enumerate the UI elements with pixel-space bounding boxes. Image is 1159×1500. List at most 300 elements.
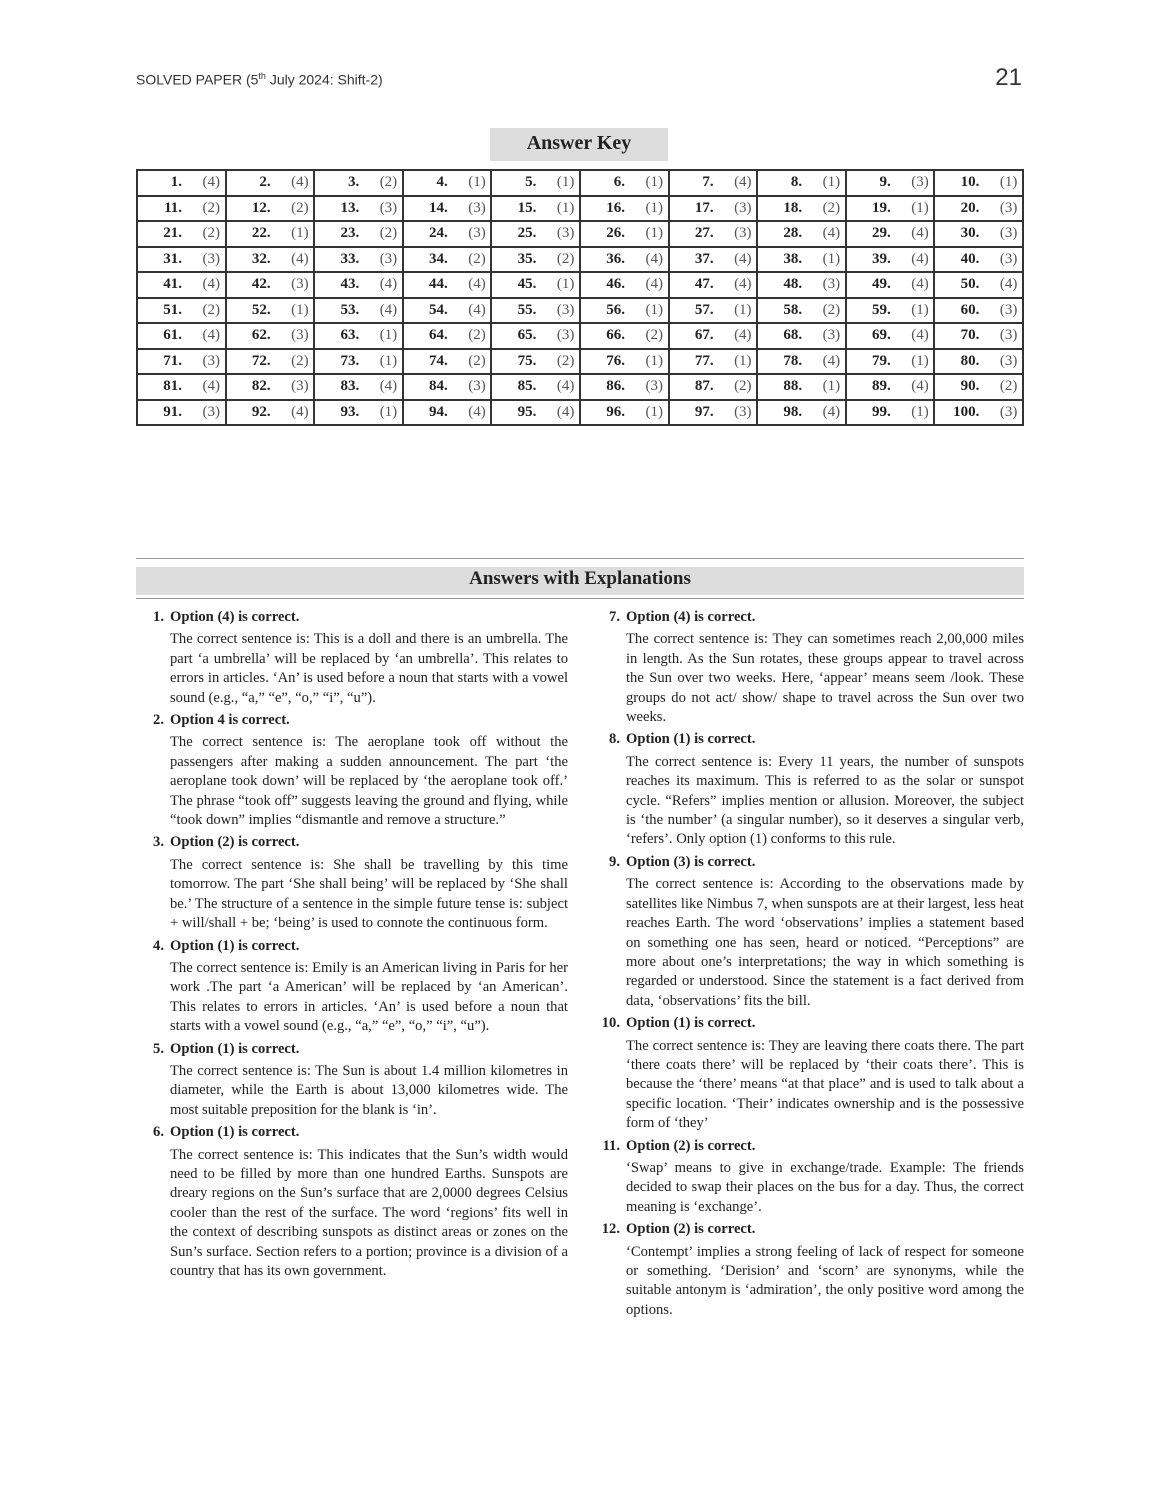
answer-option: (1) bbox=[291, 301, 309, 318]
answer-option: (2) bbox=[556, 250, 575, 267]
answer-option: (4) bbox=[202, 174, 220, 191]
item-number: 3. bbox=[153, 834, 164, 851]
question-number: 53. bbox=[340, 301, 360, 318]
answer-cell bbox=[226, 323, 315, 349]
answer-cell bbox=[934, 247, 1023, 273]
answer-option: (1) bbox=[999, 174, 1018, 191]
answer-cell bbox=[580, 374, 669, 400]
question-number: 6. bbox=[613, 174, 625, 191]
answer-option: (1) bbox=[468, 174, 486, 191]
item-number: 6. bbox=[153, 1124, 164, 1141]
answer-row bbox=[137, 323, 1023, 349]
question-number: 64. bbox=[429, 327, 448, 344]
answer-cell bbox=[491, 196, 580, 222]
answer-option: (1) bbox=[645, 225, 663, 242]
answer-cell bbox=[403, 349, 492, 375]
answer-cell bbox=[137, 349, 226, 375]
item-number: 9. bbox=[609, 853, 620, 870]
question-number: 57. bbox=[694, 301, 714, 318]
answer-cell bbox=[669, 323, 758, 349]
answer-cell bbox=[934, 170, 1023, 196]
item-body: The correct sentence is: The aeroplane took off without the passengers after making a sudden announcement. The part ‘the aeroplane took down’ will be replaced by ‘the aeroplane took off.’ The phrase “took off” suggests leaving the ground and flying, while “took down” implies “dismantle and remove a structure.” bbox=[170, 734, 568, 829]
answer-row bbox=[137, 272, 1023, 298]
answer-cell bbox=[846, 400, 935, 426]
answer-option: (1) bbox=[645, 403, 663, 420]
answer-cell bbox=[403, 170, 492, 196]
question-number: 24. bbox=[429, 225, 448, 242]
answer-option: (4) bbox=[911, 276, 929, 293]
question-number: 28. bbox=[783, 225, 803, 242]
question-number: 19. bbox=[872, 199, 891, 216]
explanation-item bbox=[136, 937, 568, 1037]
answer-cell bbox=[757, 374, 846, 400]
question-number: 68. bbox=[783, 327, 803, 344]
answer-cell bbox=[314, 323, 403, 349]
answer-cell bbox=[757, 221, 846, 247]
answer-cell bbox=[934, 298, 1023, 324]
answer-option: (1) bbox=[291, 225, 309, 242]
answer-cell bbox=[137, 298, 226, 324]
answer-cell bbox=[846, 247, 935, 273]
answer-cell bbox=[314, 170, 403, 196]
answer-option: (4) bbox=[379, 276, 398, 293]
item-body: The correct sentence is: This is a doll and there is an umbrella. The part ‘a umbrella’ will be replaced by ‘an umbrella’. This relates to errors in articles. ‘An’ is used before a noun that starts with a vowel sound (e.g., “a,” “e”, “o,” “i”, “u”). bbox=[170, 631, 568, 706]
item-number: 12. bbox=[601, 1221, 620, 1238]
answer-cell bbox=[669, 272, 758, 298]
question-number: 87. bbox=[694, 378, 714, 395]
answer-option: (3) bbox=[379, 199, 398, 216]
answer-cell bbox=[757, 196, 846, 222]
answer-option: (2) bbox=[379, 225, 398, 242]
item-body: The correct sentence is: She shall be travelling by this time tomorrow. The part ‘She shall being’ will be replaced by ‘She shall be.’ The structure of a sentence in the simple future tense is: subject + will/shall + be; ‘being’ is used to connote the continuous form. bbox=[170, 856, 568, 932]
answer-cell bbox=[580, 170, 669, 196]
answer-cell bbox=[226, 374, 315, 400]
question-number: 49. bbox=[872, 276, 891, 293]
answer-option: (3) bbox=[468, 199, 486, 216]
question-number: 12. bbox=[251, 199, 271, 216]
answer-cell bbox=[580, 221, 669, 247]
answer-option: (4) bbox=[911, 378, 929, 395]
answer-cell bbox=[137, 323, 226, 349]
answer-option: (2) bbox=[291, 352, 309, 369]
item-body: The correct sentence is: According to the observations made by satellites like Nimbus 7, when sunspots are at their largest, less heat reaches Earth. The word ‘observations’ implies a statement based on something one has seen, heard or noticed. “Perceptions” are more about one’s interpretations; the way in which something is regarded or understood. Since the statement is a fact derived from data, ‘observations’ fits the bill. bbox=[626, 876, 1024, 1009]
item-heading: Option (2) is correct. bbox=[626, 1137, 756, 1154]
answer-option: (2) bbox=[822, 199, 841, 216]
question-number: 8. bbox=[790, 174, 803, 191]
answer-option: (3) bbox=[379, 250, 398, 267]
question-number: 38. bbox=[783, 250, 803, 267]
answer-cell bbox=[669, 221, 758, 247]
answer-cell bbox=[314, 349, 403, 375]
answer-option: (2) bbox=[556, 352, 575, 369]
question-number: 21. bbox=[163, 225, 182, 242]
answer-row bbox=[137, 374, 1023, 400]
question-number: 92. bbox=[251, 403, 271, 420]
answer-cell bbox=[314, 374, 403, 400]
answer-option: (3) bbox=[291, 327, 309, 344]
explanation-item bbox=[592, 853, 1024, 1011]
answer-option: (3) bbox=[999, 250, 1018, 267]
question-number: 22. bbox=[251, 225, 271, 242]
explanation-item bbox=[592, 1137, 1024, 1218]
question-number: 47. bbox=[694, 276, 714, 293]
answer-cell bbox=[226, 221, 315, 247]
question-number: 43. bbox=[340, 276, 360, 293]
explanation-item bbox=[136, 608, 568, 708]
running-header bbox=[136, 71, 383, 88]
item-body: The correct sentence is: Every 11 years, the number of sunspots reaches its maximum. This is referred to as the solar or sunspot cycle. “Refers” implies mention or allusion. Moreover, the subject is ‘the number’ (a singular number), so it deserves a singular verb, ‘refers’. Only option (1) conforms to this rule. bbox=[626, 753, 1024, 848]
answer-option: (1) bbox=[556, 276, 575, 293]
answer-option: (1) bbox=[911, 199, 929, 216]
answer-option: (4) bbox=[202, 378, 220, 395]
answer-cell bbox=[669, 298, 758, 324]
item-heading: Option (4) is correct. bbox=[626, 609, 756, 625]
question-number: 82. bbox=[251, 378, 271, 395]
answer-row bbox=[137, 298, 1023, 324]
answer-cell bbox=[934, 323, 1023, 349]
answer-cell bbox=[226, 349, 315, 375]
item-body: ‘Swap’ means to give in exchange/trade. Example: The friends decided to swap their places on the bus for a day. Thus, the correct meaning is ‘exchange’. bbox=[626, 1159, 1024, 1215]
item-number: 5. bbox=[153, 1040, 164, 1057]
question-number: 33. bbox=[340, 250, 360, 267]
answer-option: (4) bbox=[734, 250, 752, 267]
question-number: 16. bbox=[606, 199, 625, 216]
answer-option: (2) bbox=[999, 378, 1018, 395]
answer-option: (3) bbox=[202, 352, 220, 369]
item-body: The correct sentence is: Emily is an American living in Paris for her work .The part ‘a American’ will be replaced by ‘an American’. This relates to errors in articles. ‘An’ is used before a noun that starts with a vowel sound (e.g., “a,” “e”, “o,” “i”, “u”). bbox=[170, 959, 568, 1035]
question-number: 9. bbox=[879, 174, 891, 191]
answer-cell bbox=[314, 400, 403, 426]
divider bbox=[136, 558, 1024, 559]
question-number: 42. bbox=[251, 276, 271, 293]
answer-cell bbox=[226, 196, 315, 222]
question-number: 27. bbox=[694, 225, 714, 242]
answer-cell bbox=[757, 272, 846, 298]
answer-option: (3) bbox=[999, 225, 1018, 242]
answer-cell bbox=[934, 221, 1023, 247]
item-number: 8. bbox=[609, 731, 620, 748]
question-number: 48. bbox=[783, 276, 803, 293]
answer-cell bbox=[757, 349, 846, 375]
answer-row bbox=[137, 221, 1023, 247]
question-number: 69. bbox=[872, 327, 891, 344]
answer-option: (1) bbox=[556, 174, 575, 191]
answer-option: (3) bbox=[999, 301, 1018, 318]
question-number: 30. bbox=[960, 225, 980, 242]
question-number: 81. bbox=[163, 378, 182, 395]
answer-option: (4) bbox=[822, 352, 841, 369]
question-number: 35. bbox=[517, 250, 537, 267]
question-number: 88. bbox=[783, 378, 803, 395]
question-number: 58. bbox=[783, 301, 803, 318]
question-number: 13. bbox=[340, 199, 360, 216]
question-number: 85. bbox=[517, 378, 537, 395]
explanation-item bbox=[136, 711, 568, 830]
answer-option: (1) bbox=[911, 352, 929, 369]
question-number: 23. bbox=[340, 225, 360, 242]
answer-option: (1) bbox=[645, 352, 663, 369]
question-number: 37. bbox=[694, 250, 714, 267]
answer-cell bbox=[137, 400, 226, 426]
question-number: 50. bbox=[960, 276, 980, 293]
question-number: 90. bbox=[960, 378, 980, 395]
answer-cell bbox=[846, 298, 935, 324]
question-number: 65. bbox=[517, 327, 537, 344]
question-number: 3. bbox=[347, 174, 360, 191]
answer-option: (1) bbox=[645, 301, 663, 318]
answer-option: (3) bbox=[468, 225, 486, 242]
answer-option: (1) bbox=[379, 403, 398, 420]
answer-option: (3) bbox=[822, 327, 841, 344]
answer-cell bbox=[491, 349, 580, 375]
question-number: 100. bbox=[953, 403, 980, 420]
answer-cell bbox=[491, 170, 580, 196]
answer-cell bbox=[846, 170, 935, 196]
answer-row bbox=[137, 349, 1023, 375]
answer-cell bbox=[403, 221, 492, 247]
page-number: 21 bbox=[995, 64, 1022, 91]
answer-cell bbox=[226, 170, 315, 196]
question-number: 84. bbox=[429, 378, 448, 395]
answer-option: (3) bbox=[999, 403, 1018, 420]
answer-option: (3) bbox=[999, 199, 1018, 216]
question-number: 15. bbox=[517, 199, 537, 216]
answer-option: (2) bbox=[468, 327, 486, 344]
answer-cell bbox=[757, 170, 846, 196]
answer-cell bbox=[137, 196, 226, 222]
answer-cell bbox=[137, 374, 226, 400]
question-number: 77. bbox=[694, 352, 714, 369]
explanation-item bbox=[592, 608, 1024, 727]
question-number: 72. bbox=[251, 352, 271, 369]
answer-option: (3) bbox=[911, 174, 929, 191]
answer-option: (3) bbox=[202, 250, 220, 267]
answer-option: (3) bbox=[999, 327, 1018, 344]
answer-cell bbox=[314, 247, 403, 273]
answer-option: (4) bbox=[379, 378, 398, 395]
answer-option: (4) bbox=[468, 301, 486, 318]
question-number: 66. bbox=[606, 327, 625, 344]
answer-cell bbox=[580, 323, 669, 349]
answer-option: (4) bbox=[645, 250, 663, 267]
explanations-left-column bbox=[136, 608, 568, 1284]
answer-cell bbox=[846, 374, 935, 400]
question-number: 20. bbox=[960, 199, 980, 216]
answer-cell bbox=[757, 400, 846, 426]
answer-option: (4) bbox=[822, 403, 841, 420]
answer-option: (3) bbox=[556, 327, 575, 344]
answer-option: (4) bbox=[379, 301, 398, 318]
answer-option: (1) bbox=[379, 327, 398, 344]
question-number: 51. bbox=[163, 301, 182, 318]
question-number: 39. bbox=[872, 250, 891, 267]
answer-cell bbox=[403, 374, 492, 400]
answer-cell bbox=[669, 400, 758, 426]
question-number: 63. bbox=[340, 327, 360, 344]
question-number: 86. bbox=[606, 378, 625, 395]
answer-option: (4) bbox=[734, 276, 752, 293]
question-number: 73. bbox=[340, 352, 360, 369]
question-number: 36. bbox=[606, 250, 625, 267]
item-body: The correct sentence is: They are leaving there coats there. The part ‘there coats there’ will be replaced by ‘their coats there’. This is because the ‘there’ means “at that place” and is used to talk about a specific location. ‘Their’ indicates ownership and is the possessive form of ‘they’ bbox=[626, 1037, 1024, 1132]
answer-cell bbox=[314, 272, 403, 298]
item-heading: Option (3) is correct. bbox=[626, 853, 756, 870]
item-number: 11. bbox=[602, 1137, 620, 1154]
answer-option: (3) bbox=[556, 225, 575, 242]
answer-option: (3) bbox=[999, 352, 1018, 369]
answer-option: (1) bbox=[911, 403, 929, 420]
answer-option: (3) bbox=[468, 378, 486, 395]
answer-cell bbox=[846, 272, 935, 298]
question-number: 40. bbox=[960, 250, 980, 267]
answer-cell bbox=[403, 400, 492, 426]
answer-cell bbox=[314, 221, 403, 247]
answer-option: (2) bbox=[645, 327, 663, 344]
answer-cell bbox=[226, 247, 315, 273]
question-number: 10. bbox=[960, 174, 980, 191]
answer-cell bbox=[669, 374, 758, 400]
answer-cell bbox=[669, 196, 758, 222]
question-number: 61. bbox=[163, 327, 182, 344]
answer-cell bbox=[491, 323, 580, 349]
answer-option: (4) bbox=[556, 378, 575, 395]
answer-option: (4) bbox=[822, 225, 841, 242]
answer-option: (3) bbox=[291, 378, 309, 395]
answer-cell bbox=[491, 247, 580, 273]
answer-cell bbox=[580, 298, 669, 324]
answer-cell bbox=[314, 298, 403, 324]
question-number: 79. bbox=[872, 352, 891, 369]
answer-option: (1) bbox=[822, 378, 841, 395]
explanation-item bbox=[136, 1123, 568, 1281]
item-body: The correct sentence is: The Sun is about 1.4 million kilometres in diameter, while the Earth is about 13,000 kilometres wide. The most suitable preposition for the blank is ‘in’. bbox=[170, 1062, 568, 1118]
explanations-right-column bbox=[592, 608, 1024, 1323]
item-heading: Option (1) is correct. bbox=[170, 1040, 300, 1057]
item-number: 1. bbox=[153, 609, 164, 625]
answer-option: (4) bbox=[556, 403, 575, 420]
question-number: 4. bbox=[436, 174, 448, 191]
answer-option: (1) bbox=[556, 199, 575, 216]
answer-cell bbox=[669, 349, 758, 375]
item-heading: Option (1) is correct. bbox=[626, 731, 756, 748]
question-number: 56. bbox=[606, 301, 625, 318]
answer-cell bbox=[314, 196, 403, 222]
header-title-end: July 2024: Shift-2) bbox=[265, 71, 383, 88]
divider bbox=[136, 598, 1024, 599]
answer-option: (2) bbox=[468, 352, 486, 369]
question-number: 75. bbox=[517, 352, 537, 369]
question-number: 14. bbox=[429, 199, 448, 216]
item-number: 4. bbox=[153, 937, 164, 954]
answer-option: (4) bbox=[911, 225, 929, 242]
answer-option: (4) bbox=[291, 174, 309, 191]
question-number: 5. bbox=[525, 174, 537, 191]
answer-option: (4) bbox=[202, 327, 220, 344]
answer-cell bbox=[934, 374, 1023, 400]
answer-cell bbox=[846, 196, 935, 222]
answer-option: (1) bbox=[911, 301, 929, 318]
question-number: 52. bbox=[251, 301, 271, 318]
answer-row bbox=[137, 247, 1023, 273]
answer-cell bbox=[491, 400, 580, 426]
answer-option: (4) bbox=[291, 250, 309, 267]
answer-option: (4) bbox=[468, 403, 486, 420]
answer-row bbox=[137, 196, 1023, 222]
question-number: 29. bbox=[872, 225, 891, 242]
item-number: 7. bbox=[609, 609, 620, 625]
item-heading: Option (1) is correct. bbox=[170, 1124, 300, 1141]
question-number: 32. bbox=[251, 250, 271, 267]
answer-cell bbox=[137, 170, 226, 196]
explanation-item bbox=[136, 1040, 568, 1121]
question-number: 31. bbox=[163, 250, 182, 267]
answer-cell bbox=[137, 272, 226, 298]
item-heading: Option (4) is correct. bbox=[170, 609, 300, 625]
answer-cell bbox=[580, 247, 669, 273]
question-number: 98. bbox=[783, 403, 803, 420]
question-number: 97. bbox=[694, 403, 714, 420]
answer-option: (3) bbox=[734, 225, 752, 242]
question-number: 60. bbox=[960, 301, 980, 318]
answer-option: (3) bbox=[734, 199, 752, 216]
answer-cell bbox=[934, 349, 1023, 375]
question-number: 83. bbox=[340, 378, 360, 395]
answer-cell bbox=[491, 272, 580, 298]
item-body: ‘Contempt’ implies a strong feeling of lack of respect for someone or something. ‘Derision’ and ‘scorn’ are synonyms, while the suitable antonym is ‘admiration’, the only positive word among the options. bbox=[626, 1243, 1024, 1318]
item-number: 2. bbox=[153, 712, 164, 729]
answer-option: (3) bbox=[645, 378, 663, 395]
answer-cell bbox=[403, 196, 492, 222]
answer-option: (4) bbox=[911, 327, 929, 344]
question-number: 80. bbox=[960, 352, 980, 369]
answer-row bbox=[137, 170, 1023, 196]
answer-cell bbox=[226, 400, 315, 426]
answer-cell bbox=[403, 323, 492, 349]
answer-cell bbox=[934, 400, 1023, 426]
answer-cell bbox=[669, 170, 758, 196]
answer-option: (1) bbox=[822, 250, 841, 267]
answer-cell bbox=[846, 221, 935, 247]
question-number: 89. bbox=[872, 378, 891, 395]
explanation-item bbox=[136, 833, 568, 933]
answer-option: (1) bbox=[645, 199, 663, 216]
question-number: 95. bbox=[517, 403, 537, 420]
answer-cell bbox=[403, 272, 492, 298]
answer-option: (4) bbox=[291, 403, 309, 420]
answer-option: (4) bbox=[911, 250, 929, 267]
question-number: 59. bbox=[872, 301, 891, 318]
answer-cell bbox=[580, 272, 669, 298]
question-number: 99. bbox=[872, 403, 891, 420]
answer-option: (2) bbox=[822, 301, 841, 318]
question-number: 91. bbox=[163, 403, 182, 420]
question-number: 41. bbox=[163, 276, 182, 293]
answer-key-table bbox=[136, 169, 1024, 426]
item-heading: Option (2) is correct. bbox=[170, 834, 300, 851]
question-number: 62. bbox=[251, 327, 271, 344]
question-number: 18. bbox=[783, 199, 803, 216]
answer-option: (1) bbox=[822, 174, 841, 191]
question-number: 46. bbox=[606, 276, 625, 293]
answer-cell bbox=[226, 298, 315, 324]
answer-option: (4) bbox=[734, 327, 752, 344]
question-number: 76. bbox=[606, 352, 625, 369]
answer-cell bbox=[934, 196, 1023, 222]
answer-cell bbox=[403, 298, 492, 324]
answer-cell bbox=[580, 400, 669, 426]
question-number: 7. bbox=[702, 174, 714, 191]
question-number: 2. bbox=[259, 174, 271, 191]
